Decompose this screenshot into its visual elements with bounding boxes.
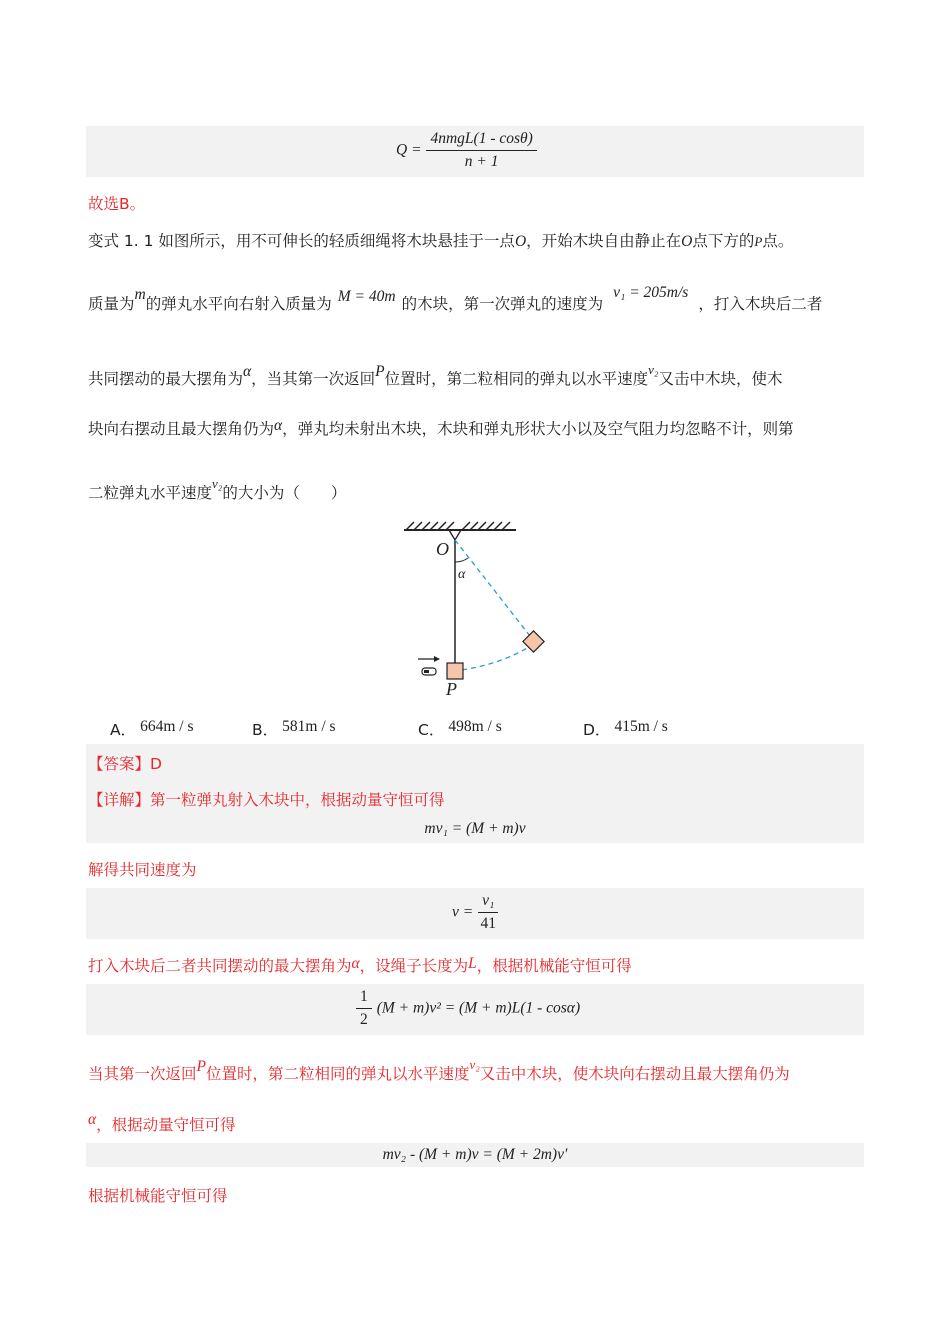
ceiling — [404, 522, 516, 530]
equation-2: v = $\frac{\text{v₁}}{41}$ — [452, 892, 498, 933]
bullet-icon — [418, 656, 440, 675]
label-o: O — [436, 539, 449, 559]
label-p: P — [446, 679, 457, 699]
block-at-p — [447, 663, 463, 679]
rope-dashed — [455, 540, 530, 636]
solution-text-3: 打入木块后二者共同摆动的最大摆角为α，设绳子长度为L，根据机械能守恒可得 — [88, 955, 632, 975]
equation-1: mv₁ = (M + m)v — [424, 820, 526, 837]
problem-line-4: 块向右摆动且最大摆角仍为α，弹丸均未射出木块，木块和弹丸形状大小以及空气阻力均忽略不计，则第 — [88, 417, 794, 438]
pivot-hook — [449, 530, 461, 540]
problem-line-3: 共同摆动的最大摆角为α，当其第一次返回P位置时，第二粒相同的弹丸以水平速度$^{v_2}$又击中木块，使木 — [88, 362, 783, 388]
q-formula — [396, 130, 537, 171]
label-alpha: α — [458, 567, 466, 582]
angle-arc — [455, 558, 468, 562]
equation-4-box — [86, 1143, 864, 1167]
q-formula-lhs: Q = — [396, 141, 422, 159]
solution-text-4: 当其第一次返回P位置时，第二粒相同的弹丸以水平速度$^{v_2}$又击中木块，使木块向右摆动且最大摆角仍为 — [88, 1057, 790, 1083]
solution-text-5: α，根据动量守恒可得 — [88, 1111, 236, 1134]
option-c[interactable]: C． 498m / s — [418, 718, 502, 739]
equation-3: $\frac{1}{2}$ (M + m)v² = (M + m)L(1 - cosα) — [356, 988, 580, 1029]
option-a[interactable]: A． 664m / s — [110, 718, 194, 739]
problem-line-5: 二粒弹丸水平速度$^{v_2}$的大小为（ ） — [88, 476, 347, 502]
equation-2-box — [86, 888, 864, 939]
swing-arc — [462, 648, 527, 670]
q-formula-numerator: 4nmgL(1 - cosθ) — [426, 130, 536, 151]
option-d[interactable]: D． 415m / s — [583, 718, 668, 739]
solution-box — [86, 744, 864, 843]
q-formula-box — [86, 126, 864, 177]
q-formula-denominator: n + 1 — [464, 153, 499, 170]
problem-line-2: 质量为m的弹丸水平向右射入质量为 M = 40m 的木块，第一次弹丸的速度为v₁ = 205m/s，打入木块后二者 — [88, 284, 823, 313]
equation-3-box — [86, 984, 864, 1035]
equation-4: mv₂ - (M + m)v = (M + 2m)v′ — [382, 1146, 568, 1163]
solution-text-6: 根据机械能守恒可得 — [88, 1187, 228, 1205]
problem-line-1: 变式 1. 1 如图所示，用不可伸长的轻质细绳将木块悬挂于一点O，开始木块自由静止在O点下方的P点。 — [88, 232, 794, 250]
pendulum-diagram — [400, 518, 560, 700]
answer-choice-text: 故选B。 — [88, 195, 146, 213]
option-b[interactable]: B． 581m / s — [252, 718, 336, 739]
solution-text-2: 解得共同速度为 — [88, 861, 197, 879]
answer-label: 【答案】D — [88, 755, 162, 773]
detail-label: 【详解】第一粒弹丸射入木块中，根据动量守恒可得 — [88, 791, 445, 809]
